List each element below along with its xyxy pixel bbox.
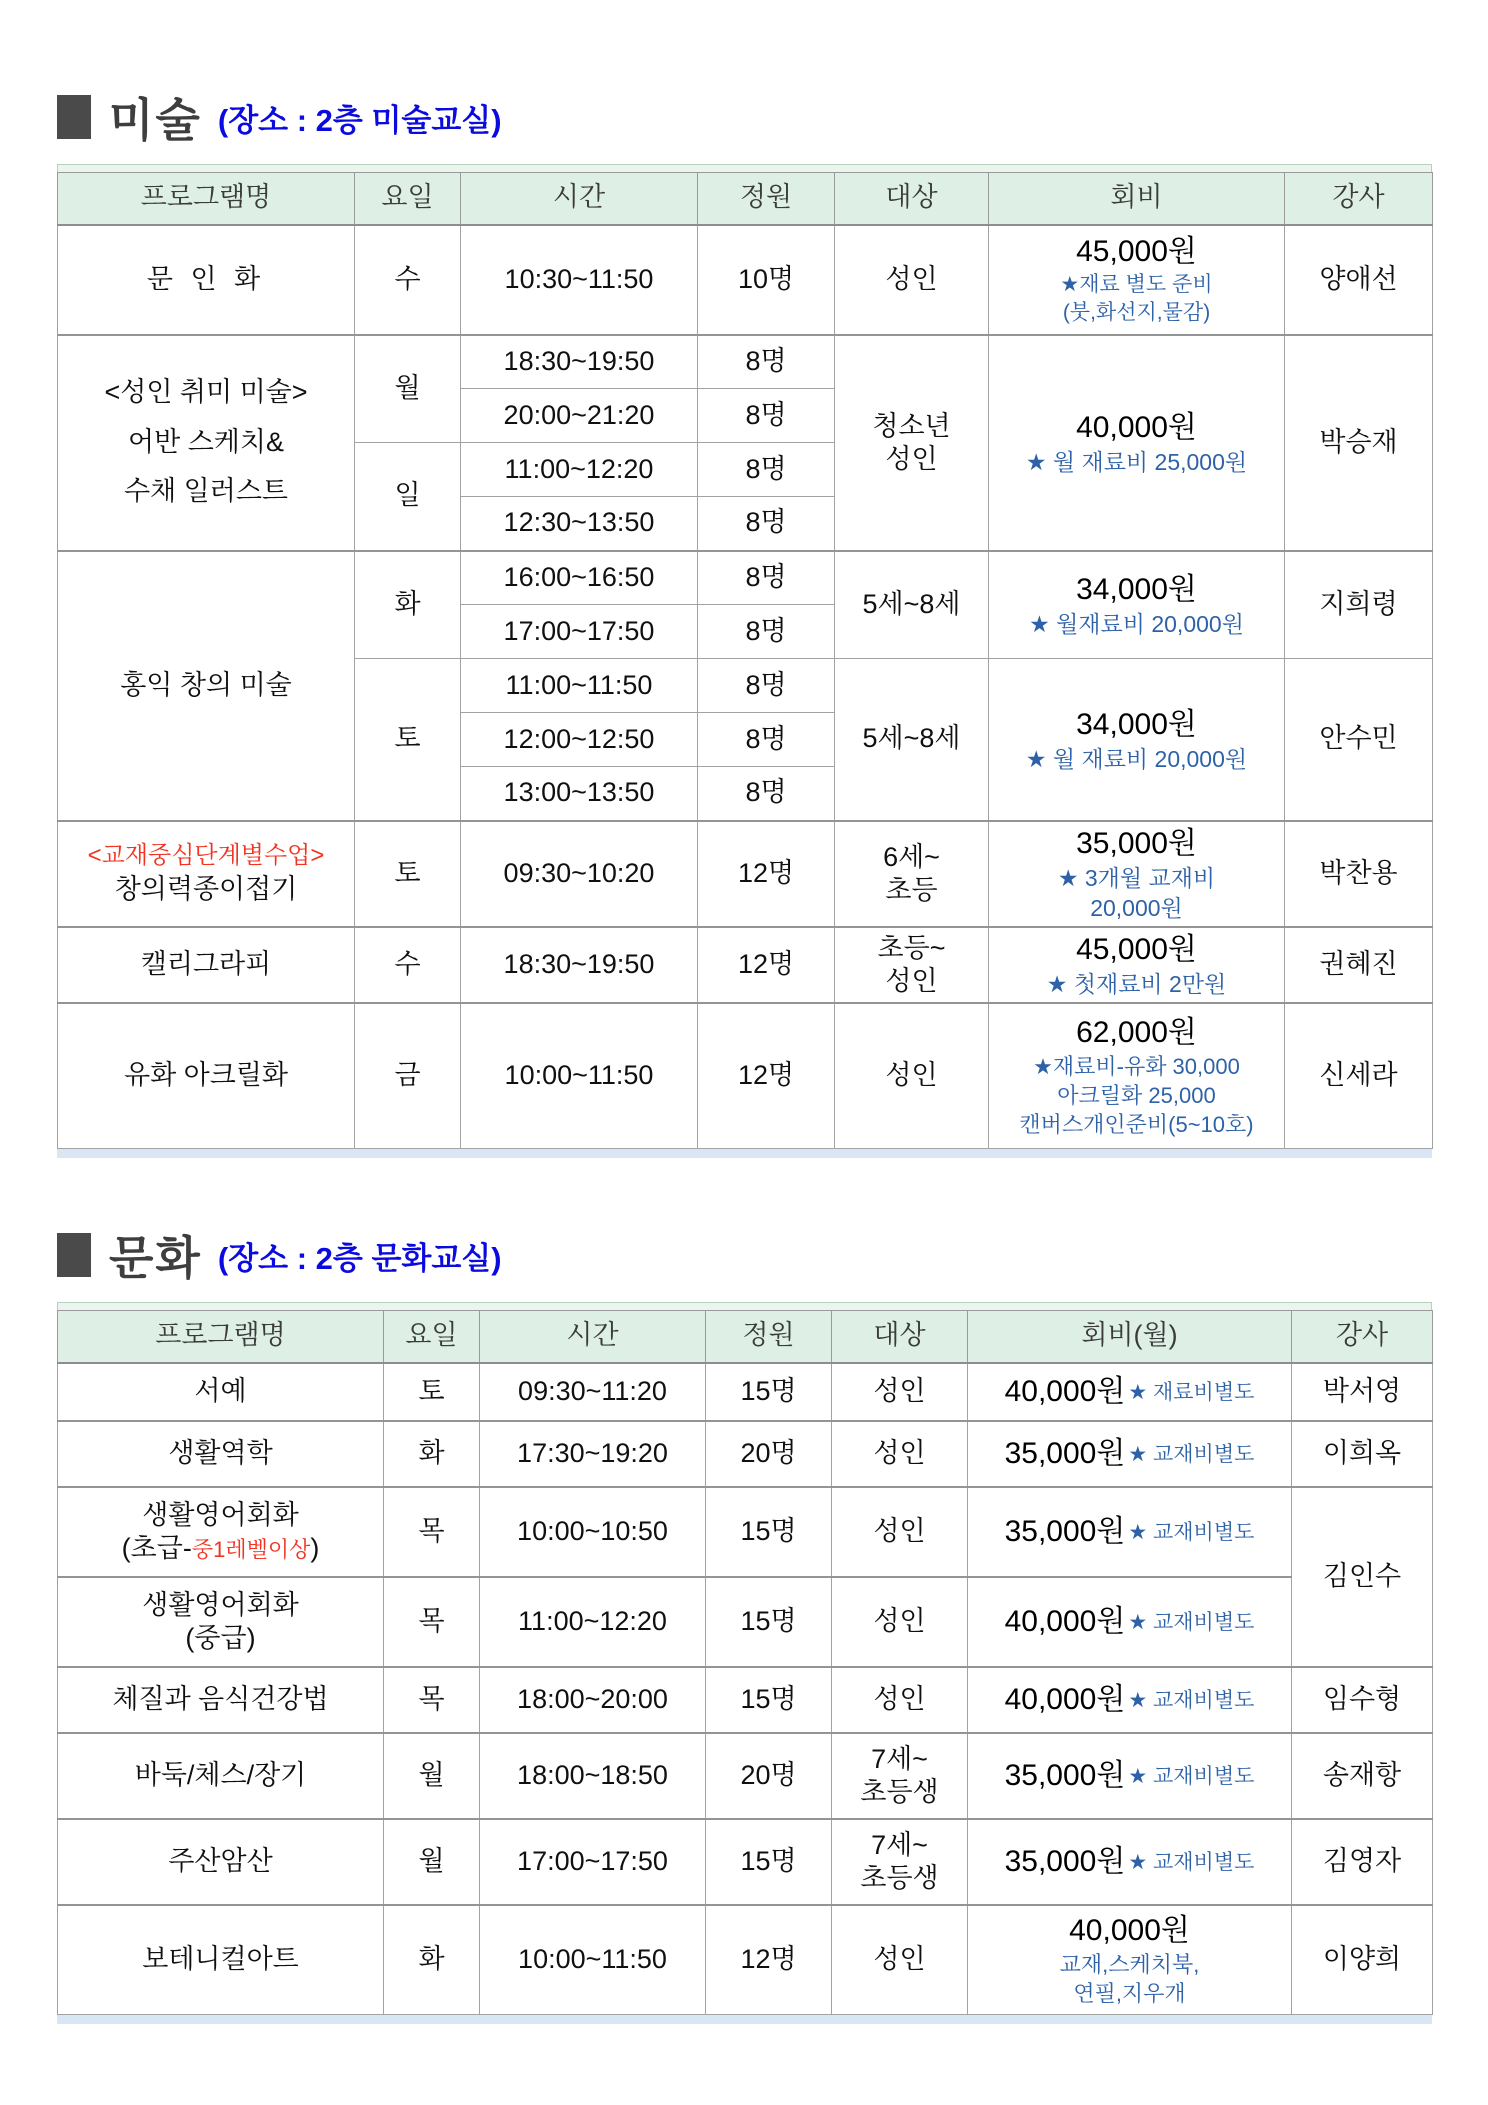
header-program: 프로그램명 [58,173,355,225]
cell-time: 18:30~19:50 [461,335,698,389]
cell-time: 13:00~13:50 [461,767,698,821]
program-line: 창의력종이접기 [114,873,298,904]
cell-capacity: 8명 [698,713,835,767]
cell-capacity: 8명 [698,605,835,659]
cell-target [832,1819,968,1905]
program-line: (중급) [185,1622,256,1653]
cell-program: 생활역학 [58,1421,384,1487]
row-botanical [58,1905,1433,2015]
square-bullet-icon [57,95,91,139]
cell-fee [968,1487,1292,1577]
cell-fee [989,225,1285,335]
cell-capacity: 15명 [706,1819,832,1905]
cell-time: 11:00~12:20 [461,443,698,497]
cell-program [58,1487,384,1577]
cell-teacher: 이양희 [1292,1905,1433,2015]
cell-fee [989,1003,1285,1149]
fee-note: 교재,스케치북, [1059,1952,1200,1978]
cell-time: 10:00~10:50 [480,1487,706,1577]
target-line: 초등생 [860,1776,939,1807]
target-line: 7세~ [871,1744,928,1775]
program-line: 어반 스케치& [128,426,284,457]
cell-program: 바둑/체스/장기 [58,1733,384,1819]
cell-target [835,821,989,927]
cell-fee [968,1421,1292,1487]
fee-note: (붓,화선지,물감) [1062,301,1211,324]
program-line [58,1532,383,1564]
target-line: 성인 [885,443,938,474]
row-calligraphy [58,927,1433,1003]
header-day: 요일 [355,173,461,225]
cell-day: 수 [355,225,461,335]
fee-price: 35,000원 [1004,1437,1126,1470]
fee-price: 45,000원 [1076,235,1197,269]
cell-time: 20:00~21:20 [461,389,698,443]
cell-teacher: 송재항 [1292,1733,1433,1819]
header-target: 대상 [835,173,989,225]
cell-day: 월 [384,1819,480,1905]
cell-time: 16:00~16:50 [461,551,698,605]
target-line: 초등생 [860,1862,939,1893]
cell-day: 목 [384,1487,480,1577]
table-bottom-strip [57,2015,1432,2024]
row-english-basic [58,1487,1433,1577]
cell-target [835,335,989,551]
program-tag: <교재중심단계별수업> [87,842,325,870]
cell-target [835,927,989,1003]
fee-note: ★ 교재비별도 [1128,1611,1255,1634]
row-hongik-1 [58,551,1433,605]
cell-teacher: 임수형 [1292,1667,1433,1733]
art-header-row [58,173,1433,225]
cell-teacher: 권혜진 [1285,927,1433,1003]
cell-capacity: 8명 [698,767,835,821]
section-subtitle-text: (장소 : 2층 문화교실) [217,1240,502,1276]
table-top-strip [57,1302,1432,1310]
section-subtitle-text: (장소 : 2층 미술교실) [217,102,502,138]
header-fee: 회비(월) [968,1311,1292,1363]
cell-fee [989,335,1285,551]
fee-price: 34,000원 [1076,707,1197,741]
cell-program [58,335,355,551]
row-baduk [58,1733,1433,1819]
cell-program: 캘리그라피 [58,927,355,1003]
fee-price: 35,000원 [1004,1515,1126,1548]
cell-program: 서예 [58,1363,384,1421]
cell-time: 17:30~19:20 [480,1421,706,1487]
fee-note: ★재료 별도 준비 [1060,273,1213,297]
cell-day: 토 [355,659,461,821]
cell-day: 목 [384,1667,480,1733]
cell-capacity: 15명 [706,1363,832,1421]
cell-program: 문 인 화 [58,225,355,335]
cell-target: 성인 [835,225,989,335]
fee-note: ★ 첫재료비 2만원 [1046,970,1227,997]
cell-target: 성인 [835,1003,989,1149]
fee-note: ★ 월재료비 20,000원 [1029,611,1244,638]
cell-capacity: 10명 [698,225,835,335]
fee-note: 캔버스개인준비(5~10호) [1019,1111,1254,1137]
header-day: 요일 [384,1311,480,1363]
cell-time: 11:00~12:20 [480,1577,706,1667]
cell-time: 17:00~17:50 [480,1819,706,1905]
fee-note: 아크릴화 25,000 [1057,1082,1216,1108]
cell-teacher: 이희옥 [1292,1421,1433,1487]
cell-day: 토 [384,1363,480,1421]
cell-time: 09:30~10:20 [461,821,698,927]
fee-price: 40,000원 [1004,1683,1126,1716]
cell-capacity: 12명 [706,1905,832,2015]
fee-note: ★ 교재비별도 [1128,1521,1255,1544]
program-line: <성인 취미 미술> [104,376,308,407]
fee-price: 45,000원 [1076,932,1197,966]
cell-capacity: 20명 [706,1421,832,1487]
fee-note: 20,000원 [1090,895,1183,921]
target-line: 초등~ [877,933,946,964]
cell-day: 월 [355,335,461,443]
cell-target: 5세~8세 [835,551,989,659]
fee-price: 34,000원 [1076,573,1197,607]
row-english-mid [58,1577,1433,1667]
cell-program [58,1577,384,1667]
row-jusan [58,1819,1433,1905]
cell-fee [989,551,1285,659]
square-bullet-icon [57,1233,91,1277]
cell-teacher: 김영자 [1292,1819,1433,1905]
cell-day: 토 [355,821,461,927]
header-fee: 회비 [989,173,1285,225]
cell-teacher: 지희령 [1285,551,1433,659]
fee-price: 40,000원 [1076,410,1197,444]
cell-capacity: 12명 [698,927,835,1003]
row-seoye [58,1363,1433,1421]
fee-price: 40,000원 [1069,1914,1190,1948]
fee-price: 35,000원 [1076,826,1197,860]
cell-time: 10:30~11:50 [461,225,698,335]
culture-table [57,1310,1433,2015]
program-line: 생활영어회화 [142,1500,299,1531]
cell-capacity: 12명 [698,821,835,927]
culture-header-row [58,1311,1433,1363]
cell-day: 화 [384,1905,480,2015]
cell-time: 12:00~12:50 [461,713,698,767]
cell-time: 09:30~11:20 [480,1363,706,1421]
table-bottom-strip [57,1149,1432,1158]
target-line: 청소년 [872,411,951,442]
cell-capacity: 8명 [698,389,835,443]
program-line: 생활영어회화 [142,1590,299,1621]
cell-capacity: 20명 [706,1733,832,1819]
cell-fee [968,1363,1292,1421]
fee-note: ★ 재료비별도 [1128,1381,1255,1404]
cell-day: 화 [384,1421,480,1487]
cell-capacity: 8명 [698,551,835,605]
header-target: 대상 [832,1311,968,1363]
header-capacity: 정원 [698,173,835,225]
art-section-title [57,84,1488,150]
cell-teacher: 김인수 [1292,1487,1433,1667]
cell-teacher: 신세라 [1285,1003,1433,1149]
fee-price: 35,000원 [1004,1845,1126,1878]
row-muninhwa [58,225,1433,335]
cell-day: 월 [384,1733,480,1819]
header-program: 프로그램명 [58,1311,384,1363]
cell-program: 보테니컬아트 [58,1905,384,2015]
cell-capacity: 8명 [698,335,835,389]
program-sub-text: (초급- [121,1532,192,1563]
row-urban-1 [58,335,1433,389]
cell-time: 17:00~17:50 [461,605,698,659]
culture-section [57,1222,1488,2024]
cell-program: 유화 아크릴화 [58,1003,355,1149]
cell-program: 홍익 창의 미술 [58,551,355,821]
fee-note: ★ 교재비별도 [1128,1765,1255,1788]
fee-price: 40,000원 [1004,1375,1126,1408]
cell-day: 일 [355,443,461,551]
cell-capacity: 15명 [706,1487,832,1577]
cell-target: 성인 [832,1667,968,1733]
cell-time: 10:00~11:50 [480,1905,706,2015]
fee-note: ★ 3개월 교재비 [1057,864,1216,891]
program-sub-red-text: 중1레벨이상 [191,1536,311,1562]
fee-note: ★ 교재비별도 [1128,1851,1255,1874]
header-time: 시간 [480,1311,706,1363]
art-table [57,172,1433,1149]
cell-program [58,821,355,927]
cell-day: 수 [355,927,461,1003]
cell-program: 주산암산 [58,1819,384,1905]
header-teacher: 강사 [1285,173,1433,225]
cell-time: 11:00~11:50 [461,659,698,713]
cell-teacher: 양애선 [1285,225,1433,335]
cell-target: 성인 [832,1487,968,1577]
fee-note: ★ 교재비별도 [1128,1689,1255,1712]
cell-teacher: 박찬용 [1285,821,1433,927]
fee-note: ★ 교재비별도 [1128,1443,1255,1466]
cell-fee [989,927,1285,1003]
cell-capacity: 8명 [698,659,835,713]
cell-fee [989,821,1285,927]
section-title-text: 문화 [109,1232,202,1284]
cell-time: 12:30~13:50 [461,497,698,551]
target-line: 7세~ [871,1830,928,1861]
cell-day: 화 [355,551,461,659]
cell-target [832,1733,968,1819]
cell-time: 18:30~19:50 [461,927,698,1003]
program-line: 수채 일러스트 [124,476,288,507]
cell-teacher: 박승재 [1285,335,1433,551]
cell-capacity: 8명 [698,497,835,551]
fee-price: 35,000원 [1004,1759,1126,1792]
cell-program: 체질과 음식건강법 [58,1667,384,1733]
fee-note: 연필,지우개 [1073,1981,1186,2007]
row-origami [58,821,1433,927]
art-section [57,84,1488,1158]
cell-target: 성인 [832,1363,968,1421]
cell-teacher: 안수민 [1285,659,1433,821]
target-line: 성인 [885,965,938,996]
cell-capacity: 15명 [706,1577,832,1667]
header-capacity: 정원 [706,1311,832,1363]
cell-time: 10:00~11:50 [461,1003,698,1149]
target-line: 초등 [885,874,938,905]
cell-target: 성인 [832,1577,968,1667]
cell-target: 성인 [832,1905,968,2015]
fee-note: ★ 월 재료비 25,000원 [1025,448,1248,475]
cell-teacher: 박서영 [1292,1363,1433,1421]
cell-time: 18:00~20:00 [480,1667,706,1733]
program-sub-text: ) [310,1532,320,1563]
cell-capacity: 8명 [698,443,835,497]
cell-fee [968,1819,1292,1905]
cell-capacity: 12명 [698,1003,835,1149]
fee-price: 40,000원 [1004,1605,1126,1638]
header-time: 시간 [461,173,698,225]
cell-target: 5세~8세 [835,659,989,821]
fee-note: ★재료비-유화 30,000 [1033,1053,1240,1079]
fee-note: ★ 월 재료비 20,000원 [1025,745,1248,772]
target-line: 6세~ [883,842,940,873]
cell-day: 금 [355,1003,461,1149]
cell-day: 목 [384,1577,480,1667]
culture-section-title [57,1222,1488,1288]
cell-target: 성인 [832,1421,968,1487]
cell-capacity: 15명 [706,1667,832,1733]
cell-fee [968,1577,1292,1667]
cell-time: 18:00~18:50 [480,1733,706,1819]
fee-price: 62,000원 [1076,1015,1197,1049]
cell-fee [968,1905,1292,2015]
section-title-text: 미술 [109,94,202,146]
cell-fee [968,1667,1292,1733]
row-yeokhak [58,1421,1433,1487]
table-top-strip [57,164,1432,172]
cell-fee [968,1733,1292,1819]
header-teacher: 강사 [1292,1311,1433,1363]
row-food-health [58,1667,1433,1733]
cell-fee [989,659,1285,821]
row-oil-acrylic [58,1003,1433,1149]
